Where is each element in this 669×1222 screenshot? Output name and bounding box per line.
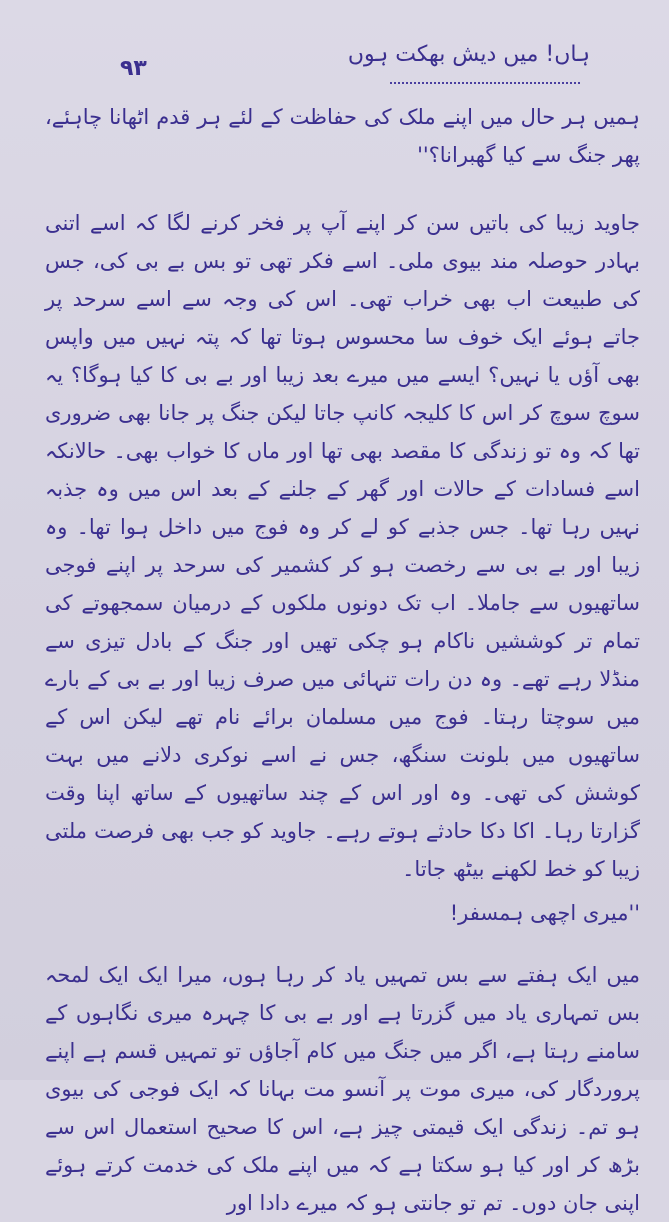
body-text <box>45 98 640 1222</box>
paragraph-3: میں ایک ہفتے سے بس تمہیں یاد کر رہا ہوں، میرا ایک ایک لمحہ بس تمہاری یاد میں گزرتا ہے اور بے بی کا چہرہ میری نگاہوں کے سامنے رہتا ہے، اگر میں جنگ میں کام آجاؤں تو تمہیں قسم ہے اپنے پروردگار کی، میری موت پر آنسو مت بہانا کہ ایک فوجی کی بیوی ہو تم۔ زندگی ایک قیمتی چیز ہے، اس کا صحیح استعمال اس سے بڑھ کر اور کیا ہو سکتا ہے کہ میں اپنے ملک کی خدمت کرتے ہوئے اپنی جان دوں۔ تم تو جانتی ہو کہ میرے دادا اور <box>45 963 640 1215</box>
running-title: ہاں! میں دیش بھکت ہوں <box>347 42 590 67</box>
paragraph-2: جاوید زیبا کی باتیں سن کر اپنے آپ پر فخر کرنے لگا کہ اسے اتنی بہادر حوصلہ مند بیوی ملی۔ اسے فکر تھی تو بس بے بی کی، جس کی طبیعت اب بھی خراب تھی۔ اس کی وجہ سے اسے سرحد پر جاتے ہوئے ایک خوف سا محسوس ہوتا تھا کہ پتہ نہیں میں واپس بھی آؤں یا نہیں؟ ایسے میں میرے بعد زیبا اور بے بی کا کیا ہوگا؟ یہ سوچ سوچ کر اس کا کلیجہ کانپ جاتا لیکن جنگ پر جانا بھی ضروری تھا کہ وہ تو زندگی کا مقصد بھی تھا اور ماں کا خواب بھی۔ حالانکہ اسے فسادات کے حالات اور گھر کے جلنے کے بعد اس میں وہ جذبہ نہیں رہا تھا۔ جس جذبے کو لے کر وہ فوج میں داخل ہوا تھا۔ وہ زیبا اور بے بی سے رخصت ہو کر کشمیر کی سرحد پر اپنے فوجی ساتھیوں سے جاملا۔ اب تک دونوں ملکوں کے درمیان سمجھوتے کی تمام تر کوششیں ناکام ہو چکی تھیں اور جنگ کے بادل تیزی سے منڈلا رہے تھے۔ وہ دن رات تنہائی میں صرف زیبا اور بے بی کے بارے میں سوچتا رہتا۔ فوج میں مسلمان برائے نام تھے لیکن اس کے ساتھیوں میں بلونت سنگھ، جس نے اسے نوکری دلانے میں بہت کوشش کی تھی۔ وہ اور اس کے چند ساتھیوں کے ساتھ اپنا وقت گزارتا رہا۔ اکا دکا حادثے ہوتے رہے۔ جاوید کو جب بھی فرصت ملتی زیبا کو خط لکھنے بیٹھ جاتا۔ <box>45 211 640 881</box>
paragraph-1: ہمیں ہر حال میں اپنے ملک کی حفاظت کے لئے ہر قدم اٹھانا چاہئے، پھر جنگ سے کیا گھبرانا؟'' <box>45 105 640 167</box>
header-divider <box>390 82 580 84</box>
page-header <box>90 38 590 81</box>
letter-salutation: ''میری اچھی ہمسفر! <box>449 901 640 925</box>
page-number: ۹۳ <box>120 56 147 81</box>
